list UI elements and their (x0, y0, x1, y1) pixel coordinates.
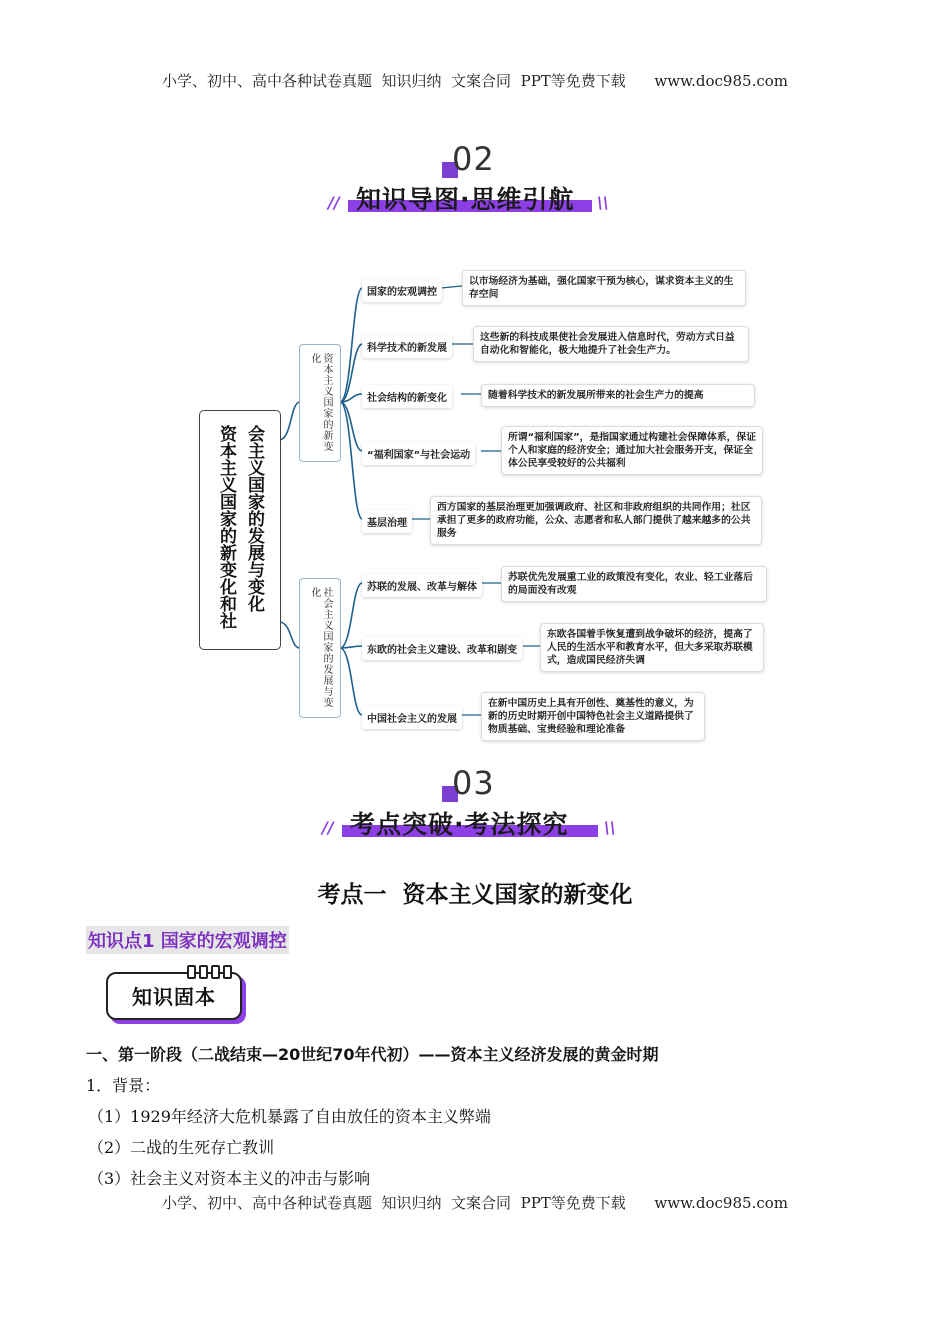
slash-right-icon: \\ (597, 193, 609, 212)
root-text-line-2: 资本主义国家的新变化和社 (216, 425, 236, 629)
list-item: （3）社会主义对资本主义的冲击与影响 (88, 1169, 371, 1188)
connector-root-branch2 (279, 622, 300, 648)
knowledge-point-label: 知识点1 国家的宏观调控 (86, 926, 289, 954)
slash-left-icon: // (322, 818, 334, 837)
badge-label: 知识固本 (132, 985, 216, 1009)
desc-welfare-state: 所谓“福利国家”，是指国家通过构建社会保障体系，保证个人和家庭的经济安全；通过加大社会服务开支，保证全体公民享受较好的公共福利 (501, 426, 763, 475)
desc-eastern-europe: 东欧各国着手恢复遭到战争破坏的经济，提高了人民的生活水平和教育水平，但大多采取苏联模式，造成国民经济失调 (540, 623, 764, 672)
slash-left-icon: // (328, 193, 340, 212)
slash-right-icon: \\ (604, 818, 616, 837)
desc-soviet: 苏联优先发展重工业的政策没有变化，农业、轻工业落后的局面没有改观 (501, 566, 767, 602)
section-title: 知识导图·思维引航 (356, 185, 575, 214)
connector-leaf-1 (441, 286, 462, 288)
topic-grassroots: 基层治理 (362, 510, 412, 533)
branch-capitalism (299, 344, 341, 462)
topic-china-socialism: 中国社会主义的发展 (362, 706, 462, 729)
topic-eastern-europe: 东欧的社会主义建设、改革和剧变 (362, 637, 522, 660)
desc-macro-control: 以市场经济为基础，强化国家干预为核心，谋求资本主义的生存空间 (462, 270, 746, 306)
kaodian-title: 考点一 资本主义国家的新变化 (317, 882, 633, 908)
desc-grassroots: 西方国家的基层治理更加强调政府、社区和非政府组织的共同作用；社区承担了更多的政府功能，公众、志愿者和私人部门提供了越来越多的公共服务 (430, 496, 762, 545)
desc-technology: 这些新的科技成果使社会发展进入信息时代，劳动方式日益自动化和智能化，极大地提升了社会生产力。 (473, 326, 749, 362)
mindmap-root (199, 410, 281, 650)
connector-root-branch1 (279, 402, 300, 440)
section-title: 考点突破·考法探究 (350, 810, 569, 839)
branch-socialism (299, 578, 341, 718)
page-footer: 小学、初中、高中各种试卷真题 知识归纳 文案合同 PPT等免费下载 www.doc985.com (161, 1194, 788, 1212)
knowledge-badge (106, 972, 242, 1020)
connector-b1-5 (340, 402, 362, 519)
list-item: （2）二战的生死存亡教训 (88, 1138, 275, 1157)
connector-b2-3 (340, 648, 362, 715)
list-item: （1）1929年经济大危机暴露了自由放任的资本主义弊端 (88, 1107, 491, 1126)
topic-macro-control: 国家的宏观调控 (362, 279, 442, 302)
connector-b1-4 (340, 402, 362, 451)
section-number: 03 (452, 764, 495, 802)
section-number: 02 (452, 140, 495, 178)
section-03-number (430, 764, 530, 804)
topic-welfare-state: “福利国家”与社会运动 (362, 442, 475, 465)
topic-soviet: 苏联的发展、改革与解体 (362, 574, 482, 597)
branch-label: 社会主义国家的发展与变化 (309, 587, 332, 708)
badge-tabs-icon (187, 965, 232, 979)
page-header: 小学、初中、高中各种试卷真题 知识归纳 文案合同 PPT等免费下载 www.doc985.com (161, 72, 788, 90)
root-text-line-1: 会主义国家的发展与变化 (244, 425, 264, 612)
desc-china-socialism: 在新中国历史上具有开创性、奠基性的意义，为新的历史时期开创中国特色社会主义道路提供了物质基础、宝贵经验和理论准备 (481, 692, 705, 741)
desc-social-structure: 随着科学技术的新发展所带来的社会生产力的提高 (481, 384, 755, 407)
background-label: 1．背景： (86, 1076, 161, 1095)
topic-social-structure: 社会结构的新变化 (362, 385, 452, 408)
content-heading: 一、第一阶段（二战结束—20世纪70年代初）——资本主义经济发展的黄金时期 (86, 1045, 659, 1064)
connector-b2-1 (340, 583, 362, 648)
connector-b1-1 (340, 288, 362, 402)
branch-label: 资本主义国家的新变化 (309, 353, 332, 452)
topic-technology: 科学技术的新发展 (362, 335, 452, 358)
